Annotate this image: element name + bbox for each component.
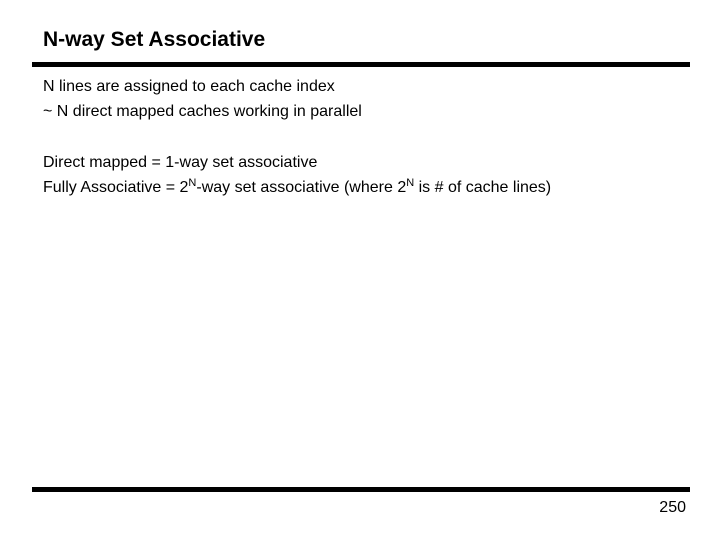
fully-assoc-part2: -way set associative (where 2	[196, 179, 407, 196]
fully-assoc-exponent-2: N	[406, 177, 415, 189]
body-line-lines-per-index: N lines are assigned to each cache index	[43, 78, 335, 95]
fully-assoc-part1: Fully Associative = 2	[43, 179, 189, 196]
slide-title: N-way Set Associative	[43, 28, 266, 51]
fully-assoc-part3: is # of cache lines)	[414, 179, 552, 196]
direct-mapped-text: Direct mapped = 1-way set associative	[43, 154, 318, 171]
body-line-direct-mapped-parallel: ~ N direct mapped caches working in parallel	[43, 103, 362, 120]
footer-divider	[32, 487, 690, 492]
title-divider	[32, 62, 690, 67]
fully-assoc-exponent-1: N	[188, 177, 197, 189]
page-number: 250	[659, 499, 686, 516]
body-line-fully-associative	[43, 178, 551, 198]
body-line-direct-mapped-definition	[43, 153, 317, 173]
